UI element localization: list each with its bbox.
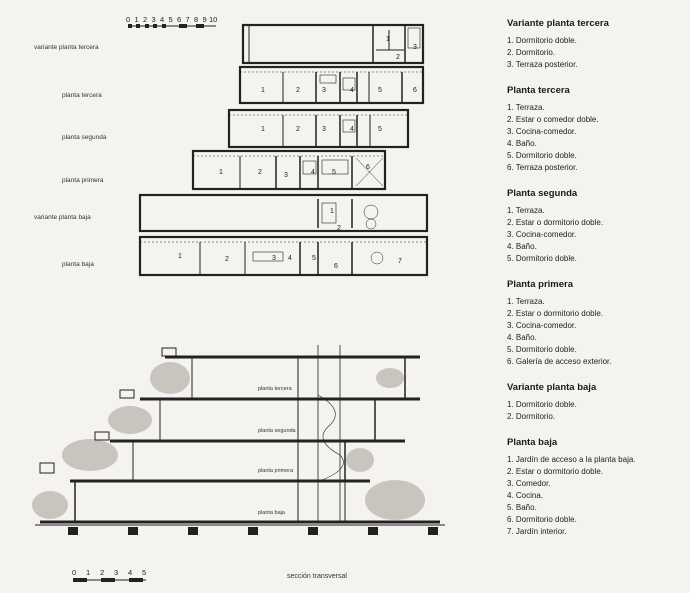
top-scale-tick: 7 bbox=[185, 15, 190, 24]
plan-label-variante-tercera: variante planta tercera bbox=[34, 44, 99, 51]
plan-label-baja: planta baja bbox=[62, 261, 94, 268]
plan-t-number: 1 bbox=[261, 87, 265, 94]
plan-b-number: 1 bbox=[178, 253, 182, 260]
legend-item: 2. Dormitorio. bbox=[507, 412, 556, 421]
legend-item: 1. Dormitorio doble. bbox=[507, 36, 577, 45]
legend-item: 1. Terraza. bbox=[507, 297, 545, 306]
bottom-scale-bar bbox=[72, 568, 146, 582]
legend-item: 6. Terraza posterior. bbox=[507, 163, 578, 172]
legend-item: 3. Terraza posterior. bbox=[507, 60, 578, 69]
top-scale-tick: 9 bbox=[202, 15, 207, 24]
top-scale-tick: 0 bbox=[126, 15, 131, 24]
section-caption: sección transversal bbox=[287, 573, 347, 580]
plan-s-number: 1 bbox=[261, 126, 265, 133]
legend-item: 2. Estar o dormitorio doble. bbox=[507, 218, 604, 227]
plan-t-number: 2 bbox=[296, 87, 300, 94]
top-scale-tick: 6 bbox=[177, 15, 182, 24]
plan-b-number: 3 bbox=[272, 255, 276, 262]
bottom-scale-tick: 5 bbox=[142, 568, 147, 577]
plan-p-number: 1 bbox=[219, 169, 223, 176]
plan-vt-number: 1 bbox=[386, 36, 390, 43]
bottom-scale-tick: 3 bbox=[114, 568, 119, 577]
top-scale-tick: 10 bbox=[209, 15, 218, 24]
plan-s-number: 2 bbox=[296, 126, 300, 133]
plan-vt-number: 3 bbox=[413, 44, 417, 51]
plan-vt-number: 2 bbox=[396, 54, 400, 61]
plan-label-tercera: planta tercera bbox=[62, 92, 102, 99]
plan-p-number: 4 bbox=[311, 169, 315, 176]
plan-p-number: 6 bbox=[366, 164, 370, 171]
legend-title: Planta segunda bbox=[507, 188, 578, 199]
legend-item: 7. Jardín interior. bbox=[507, 527, 567, 536]
legend-item: 1. Terraza. bbox=[507, 103, 545, 112]
plan-s-number: 3 bbox=[322, 126, 326, 133]
plan-label-variante-baja: variante planta baja bbox=[34, 214, 91, 221]
plan-baja bbox=[140, 237, 427, 275]
plan-b-number: 4 bbox=[288, 255, 292, 262]
legend-title: Variante planta baja bbox=[507, 382, 597, 393]
legend-section-baja bbox=[507, 437, 685, 538]
top-scale-tick: 8 bbox=[194, 15, 199, 24]
legend-item: 4. Baño. bbox=[507, 333, 537, 342]
legend-title: Variante planta tercera bbox=[507, 18, 609, 29]
plan-p-number: 5 bbox=[332, 169, 336, 176]
legend bbox=[507, 18, 685, 538]
legend-item: 5. Baño. bbox=[507, 503, 537, 512]
legend-item: 4. Baño. bbox=[507, 242, 537, 251]
plan-vb-number: 1 bbox=[330, 208, 334, 215]
plan-b-number: 6 bbox=[334, 263, 338, 270]
legend-item: 2. Dormitorio. bbox=[507, 48, 556, 57]
section-label-primera: planta primera bbox=[258, 468, 294, 474]
legend-section-variante-tercera bbox=[507, 18, 685, 71]
legend-item: 6. Dormitorio doble. bbox=[507, 515, 577, 524]
top-scale-tick: 1 bbox=[134, 15, 139, 24]
section-label-baja: planta baja bbox=[258, 510, 285, 516]
legend-title: Planta tercera bbox=[507, 85, 570, 96]
section-label-segunda: planta segunda bbox=[258, 428, 296, 434]
plan-label-segunda: planta segunda bbox=[62, 134, 107, 141]
plan-s-number: 5 bbox=[378, 126, 382, 133]
plan-t-number: 6 bbox=[413, 87, 417, 94]
plan-t-number: 5 bbox=[378, 87, 382, 94]
legend-item: 3. Cocina-comedor. bbox=[507, 230, 577, 239]
bottom-scale-tick: 4 bbox=[128, 568, 133, 577]
bottom-scale-tick: 1 bbox=[86, 568, 91, 577]
cross-section bbox=[32, 345, 445, 535]
legend-item: 5. Dormitorio doble. bbox=[507, 345, 577, 354]
legend-item: 3. Cocina-comedor. bbox=[507, 127, 577, 136]
legend-section-primera bbox=[507, 279, 685, 368]
legend-item: 4. Baño. bbox=[507, 139, 537, 148]
legend-item: 2. Estar o dormitorio doble. bbox=[507, 467, 604, 476]
plan-p-number: 3 bbox=[284, 172, 288, 179]
plan-variante-baja bbox=[140, 195, 427, 231]
bottom-scale-tick: 2 bbox=[100, 568, 105, 577]
plan-b-number: 5 bbox=[312, 255, 316, 262]
plan-t-number: 4 bbox=[350, 87, 354, 94]
legend-item: 6. Galería de acceso exterior. bbox=[507, 357, 612, 366]
legend-title: Planta baja bbox=[507, 437, 558, 448]
bottom-scale-tick: 0 bbox=[72, 568, 77, 577]
plan-b-number: 2 bbox=[225, 256, 229, 263]
legend-item: 1. Jardín de acceso a la planta baja. bbox=[507, 455, 636, 464]
top-scale-tick: 2 bbox=[143, 15, 148, 24]
plan-tercera bbox=[240, 67, 423, 103]
top-scale-tick: 5 bbox=[168, 15, 173, 24]
legend-item: 3. Comedor. bbox=[507, 479, 551, 488]
legend-title: Planta primera bbox=[507, 279, 573, 290]
legend-item: 5. Dormitorio doble. bbox=[507, 151, 577, 160]
legend-section-variante-baja bbox=[507, 382, 685, 423]
plan-s-number: 4 bbox=[350, 126, 354, 133]
top-scale-bar bbox=[126, 15, 217, 28]
legend-item: 1. Dormitorio doble. bbox=[507, 400, 577, 409]
legend-item: 1. Terraza. bbox=[507, 206, 545, 215]
legend-item: 2. Estar o comedor doble. bbox=[507, 115, 599, 124]
legend-section-segunda bbox=[507, 188, 685, 265]
legend-item: 3. Cocina-comedor. bbox=[507, 321, 577, 330]
plan-b-number: 7 bbox=[398, 258, 402, 265]
top-scale-tick: 4 bbox=[160, 15, 165, 24]
top-scale-tick: 3 bbox=[151, 15, 156, 24]
plan-vb-number: 2 bbox=[337, 225, 341, 232]
plan-t-number: 3 bbox=[322, 87, 326, 94]
legend-section-tercera bbox=[507, 85, 685, 174]
plan-p-number: 2 bbox=[258, 169, 262, 176]
legend-item: 5. Dormitorio doble. bbox=[507, 254, 577, 263]
section-label-tercera: planta tercera bbox=[258, 386, 292, 392]
plan-label-primera: planta primera bbox=[62, 177, 104, 184]
legend-item: 4. Cocina. bbox=[507, 491, 544, 500]
legend-item: 2. Estar o dormitorio doble. bbox=[507, 309, 604, 318]
